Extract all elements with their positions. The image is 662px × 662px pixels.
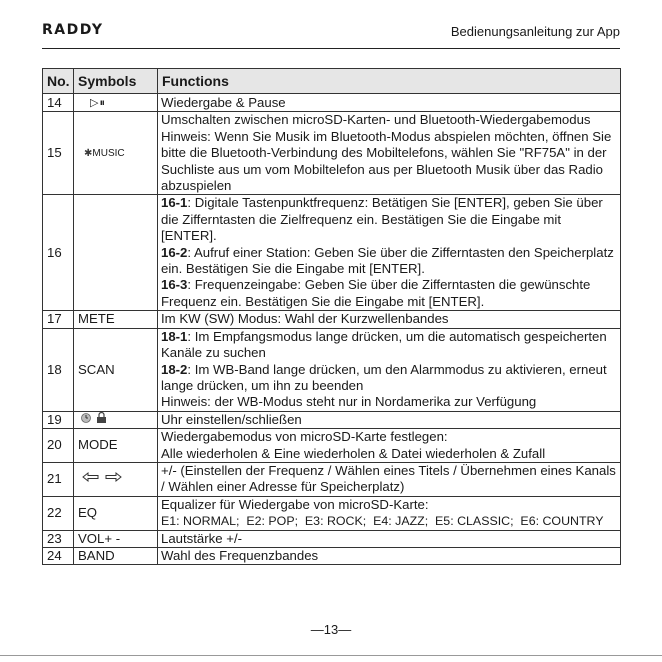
function-text: Wiedergabemodus von microSD-Karte festlegen: xyxy=(161,429,448,445)
symbol-label: MUSIC xyxy=(92,148,125,160)
function-text: Lautstärke +/- xyxy=(161,530,242,546)
column-header-no: No. xyxy=(43,69,74,94)
row-symbol xyxy=(74,462,158,496)
table-row xyxy=(43,311,621,328)
page-header xyxy=(42,20,620,42)
table-header-row xyxy=(43,69,621,94)
row-number: 20 xyxy=(43,429,74,463)
row-number: 22 xyxy=(43,496,74,530)
row-symbol xyxy=(74,411,158,428)
function-text: +/- (Einstellen der Frequenz / Wählen eines Titels / Übernehmen eines Kanals / Wählen einer Adresse für Speicherplatz) xyxy=(161,462,616,495)
row-number: 17 xyxy=(43,311,74,328)
row-function xyxy=(158,496,621,530)
function-step xyxy=(161,245,617,278)
row-symbol: VOL+ - xyxy=(74,530,158,547)
row-function xyxy=(158,94,621,112)
step-text: : Aufruf einer Station: Geben Sie über die Zifferntasten den Speicherplatz ein. Bestätigen Sie die Eingabe mit [ENTER]. xyxy=(161,244,614,277)
table-row xyxy=(43,530,621,547)
step-text: : Im WB-Band lange drücken, um den Alarmmodus zu aktivieren, erneut lange drücken, um ihn zu beenden xyxy=(161,361,607,393)
table-row xyxy=(43,94,621,112)
step-text: : Im Empfangsmodus lange drücken, um die automatisch gespeicherten Kanäle zu suchen xyxy=(161,328,607,361)
table-row xyxy=(43,112,621,195)
table-row xyxy=(43,547,621,564)
bluetooth-music-icon: ✱MUSIC xyxy=(84,148,125,160)
function-step xyxy=(161,195,617,244)
row-symbol xyxy=(74,112,158,195)
row-function xyxy=(158,530,621,547)
brand-logo: RADDY xyxy=(42,22,104,38)
page-number: —13— xyxy=(310,622,352,637)
row-function xyxy=(158,112,621,195)
row-symbol: METE xyxy=(74,311,158,328)
table-row xyxy=(43,462,621,496)
functions-table xyxy=(42,68,621,565)
row-symbol xyxy=(74,94,158,112)
row-function xyxy=(158,411,621,428)
step-text: : Digitale Tastenpunktfrequenz: Betätigen Sie [ENTER], geben Sie über die Zifferntasten die Zielfrequenz ein. Bestätigen Sie die Eingabe mit [ENTER]. xyxy=(161,195,603,244)
step-label: 18-1 xyxy=(161,328,188,344)
row-number: 16 xyxy=(43,195,74,311)
function-note: Hinweis: Wenn Sie Musik im Bluetooth-Modus abspielen möchten, öffnen Sie bitte die Bluetooth-Verbindung des Mobiltelefons, wählen Sie "RF75A" in der Suchliste aus um vom Mobiltelefon aus per Bluetooth Musik über das Radio abzuspielen xyxy=(161,128,612,194)
row-symbol: MODE xyxy=(74,429,158,463)
header-divider xyxy=(42,48,620,49)
function-step xyxy=(161,277,617,310)
function-text: Wahl des Frequenzbandes xyxy=(161,547,319,563)
table-row xyxy=(43,411,621,428)
row-symbol: BAND xyxy=(74,547,158,564)
left-right-arrows-icon xyxy=(82,471,122,483)
row-function xyxy=(158,429,621,463)
step-label: 16-1 xyxy=(161,195,188,211)
row-function xyxy=(158,328,621,411)
column-header-functions: Functions xyxy=(158,69,621,94)
row-symbol: EQ xyxy=(74,496,158,530)
footer-divider xyxy=(0,655,662,656)
row-number: 14 xyxy=(43,94,74,112)
table-row xyxy=(43,496,621,530)
row-number: 15 xyxy=(43,112,74,195)
row-number: 18 xyxy=(43,328,74,411)
step-text: : Frequenzeingabe: Geben Sie über die Zifferntasten die gewünschte Frequenz ein. Bestätigen Sie die Eingabe mit [ENTER]. xyxy=(161,277,591,309)
step-label: 16-2 xyxy=(161,244,188,260)
row-number: 23 xyxy=(43,530,74,547)
column-header-symbols: Symbols xyxy=(74,69,158,94)
function-step xyxy=(161,362,617,395)
play-pause-icon: ▷⏸ xyxy=(90,97,106,109)
step-label: 16-3 xyxy=(161,277,188,293)
row-function xyxy=(158,195,621,311)
function-text: Umschalten zwischen microSD-Karten- und Bluetooth-Wiedergabemodus xyxy=(161,112,591,128)
step-label: 18-2 xyxy=(161,361,188,377)
function-text: Alle wiederholen & Eine wiederholen & Datei wiederholen & Zufall xyxy=(161,445,546,461)
function-step xyxy=(161,329,617,362)
function-text: Wiedergabe & Pause xyxy=(161,94,286,110)
row-number: 24 xyxy=(43,547,74,564)
table-row xyxy=(43,429,621,463)
row-symbol: SCAN xyxy=(74,328,158,411)
row-function xyxy=(158,311,621,328)
clock-lock-icon xyxy=(80,412,114,424)
row-number: 21 xyxy=(43,462,74,496)
function-text: Uhr einstellen/schließen xyxy=(161,411,302,427)
function-text: Equalizer für Wiedergabe von microSD-Karte: xyxy=(161,496,429,512)
function-text: E1: NORMAL; E2: POP; E3: ROCK; E4: JAZZ; E5: CLASSIC; E6: COUNTRY xyxy=(161,514,604,529)
table-row xyxy=(43,328,621,411)
row-function xyxy=(158,547,621,564)
function-note: Hinweis: der WB-Modus steht nur in Nordamerika zur Verfügung xyxy=(161,394,537,410)
document-title: Bedienungsanleitung zur App xyxy=(450,24,620,39)
table-row xyxy=(43,195,621,311)
row-number: 19 xyxy=(43,411,74,428)
function-text: Im KW (SW) Modus: Wahl der Kurzwellenbandes xyxy=(161,311,449,327)
row-symbol xyxy=(74,195,158,311)
row-function xyxy=(158,462,621,496)
